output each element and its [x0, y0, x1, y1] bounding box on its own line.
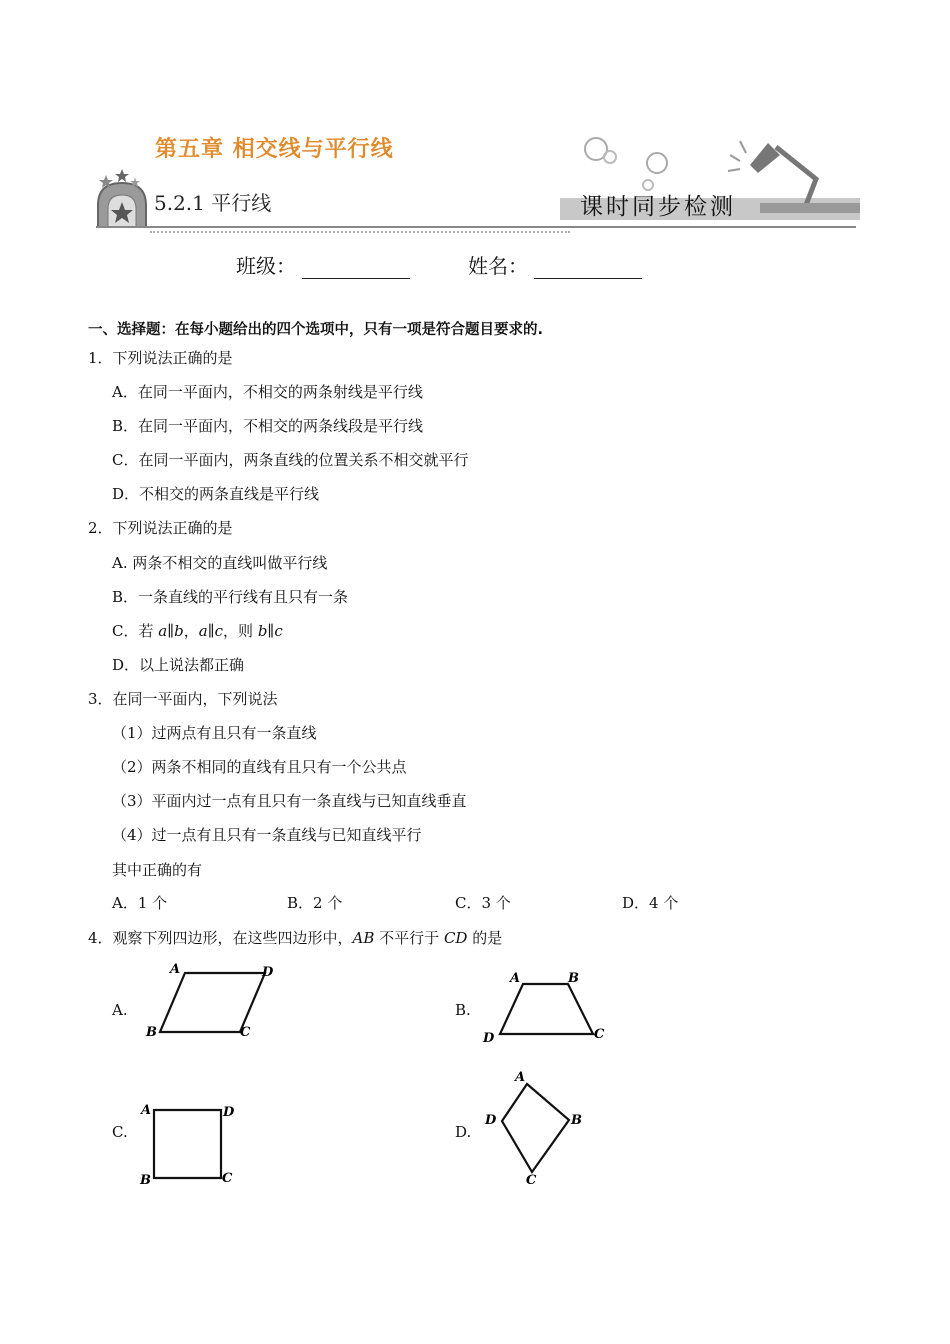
q3-tail: 其中正确的有 — [112, 861, 203, 879]
fig-c-vertex-c: C — [222, 1171, 233, 1186]
q4-option-b-label: B. — [455, 1001, 471, 1019]
fig-d-vertex-d: D — [485, 1113, 497, 1128]
fig-d-vertex-a: A — [515, 1070, 526, 1085]
q2-c-mid: ， — [183, 622, 199, 640]
q1-option-c: C．在同一平面内，两条直线的位置关系不相交就平行 — [112, 451, 469, 469]
q4-option-a-label: A. — [112, 1001, 128, 1019]
class-input-line[interactable] — [302, 256, 410, 279]
fig-a-vertex-b: B — [146, 1025, 157, 1040]
section-heading: 一、选择题：在每小题给出的四个选项中，只有一项是符合题目要求的. — [88, 322, 544, 338]
q3-statement-2: （2）两条不相同的直线有且只有一个公共点 — [112, 758, 407, 776]
q1-option-d: D．不相交的两条直线是平行线 — [112, 485, 320, 503]
name-label: 姓名： — [468, 254, 528, 278]
fig-b-vertex-b: B — [568, 971, 579, 986]
q4-stem — [88, 928, 502, 948]
figure-c-square — [138, 1098, 243, 1188]
q2-option-b: B．一条直线的平行线有且只有一条 — [112, 588, 349, 606]
q4-option-d-label: D. — [455, 1123, 472, 1141]
fig-c-vertex-b: B — [140, 1173, 151, 1188]
header-rule — [96, 226, 856, 228]
q1-stem: 1．下列说法正确的是 — [88, 349, 233, 367]
q1-option-b: B．在同一平面内，不相交的两条线段是平行线 — [112, 417, 424, 435]
q2-c-ac: a∥c — [198, 622, 224, 640]
q4-stem-cd: CD — [443, 929, 468, 947]
q2-stem: 2．下列说法正确的是 — [88, 519, 233, 537]
fig-c-vertex-a: A — [141, 1103, 152, 1118]
q3-statement-4: （4）过一点有且只有一条直线与已知直线平行 — [112, 826, 422, 844]
name-field — [468, 250, 642, 279]
q4-option-c-label: C. — [112, 1123, 128, 1141]
name-input-line[interactable] — [534, 256, 642, 279]
q2-c-prefix: C．若 — [112, 622, 159, 640]
q4-stem-prefix: 4．观察下列四边形，在这些四边形中， — [88, 929, 353, 947]
class-label: 班级： — [236, 254, 296, 278]
figure-b-trapezoid — [478, 962, 618, 1047]
q1-option-a: A．在同一平面内，不相交的两条射线是平行线 — [112, 383, 423, 401]
q2-c-bc: b∥c — [257, 622, 283, 640]
q3-option-a: A．1 个 — [112, 894, 168, 912]
q3-option-c: C．3 个 — [455, 894, 511, 912]
star-badge-icon — [90, 165, 160, 235]
fig-b-vertex-c: C — [594, 1027, 605, 1042]
q4-stem-ab: AB — [352, 929, 375, 947]
fig-a-vertex-a: A — [170, 962, 181, 977]
q2-c-ab: a∥b — [158, 622, 184, 640]
q3-statement-1: （1）过两点有且只有一条直线 — [112, 724, 317, 742]
q3-statement-3: （3）平面内过一点有且只有一条直线与已知直线垂直 — [112, 792, 467, 810]
q2-option-a: A. 两条不相交的直线叫做平行线 — [112, 554, 328, 572]
q4-stem-mid: 不平行于 — [374, 929, 444, 947]
fig-a-vertex-c: C — [240, 1025, 251, 1040]
fig-c-vertex-d: D — [223, 1105, 235, 1120]
figure-d-quadrilateral — [480, 1066, 590, 1191]
fig-a-vertex-d: D — [262, 965, 274, 980]
q3-stem: 3．在同一平面内，下列说法 — [88, 690, 278, 708]
chapter-title: 第五章 相交线与平行线 — [155, 137, 394, 162]
q2-c-then: ，则 — [223, 622, 258, 640]
section-title: 5.2.1 平行线 — [154, 191, 272, 215]
fig-d-vertex-c: C — [526, 1173, 537, 1188]
sync-title: 课时同步检测 — [580, 194, 736, 220]
figure-a-parallelogram — [140, 958, 285, 1043]
q2-option-c — [112, 621, 283, 641]
q3-option-d: D．4 个 — [622, 894, 679, 912]
fig-b-vertex-d: D — [483, 1031, 495, 1046]
fig-d-vertex-b: B — [571, 1113, 582, 1128]
q2-option-d: D．以上说法都正确 — [112, 656, 245, 674]
q3-option-b: B．2 个 — [287, 894, 343, 912]
class-field — [236, 250, 410, 279]
fig-b-vertex-a: A — [510, 971, 521, 986]
header-dotted-rule — [150, 231, 570, 233]
q4-stem-suffix: 的是 — [467, 929, 503, 947]
